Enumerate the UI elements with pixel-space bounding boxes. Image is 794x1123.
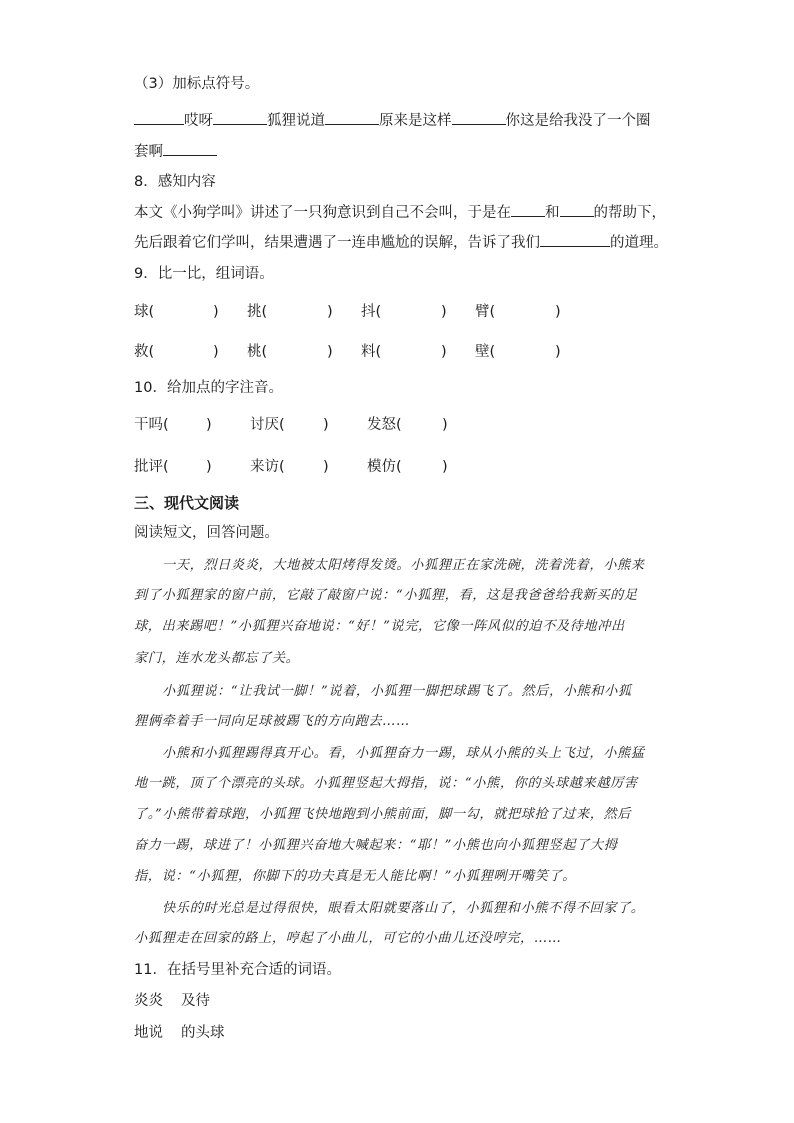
q8-text: 的帮助下，	[593, 205, 666, 221]
q9-close: )	[555, 344, 561, 360]
passage-line: 快乐的时光总是过得很快，眼看太阳就要落山了，小狐狸和小熊不得不回家了。	[162, 901, 645, 916]
q7-3-segment: 哎呀	[184, 113, 213, 129]
q7-3-segment: 原来是这样	[379, 113, 452, 129]
q7-3-segment: 套啊	[134, 144, 163, 160]
q9-heading: 9．比一比，组词语。	[134, 266, 274, 282]
answer-blank[interactable]	[511, 202, 545, 217]
q7-3-punctuation-line2	[134, 141, 217, 162]
answer-blank[interactable]	[325, 110, 379, 125]
passage-line: 小熊和小狐狸踢得真开心。看，小狐狸奋力一踢，球从小熊的头上飞过，小熊猛	[162, 746, 645, 761]
section-heading: 三、现代文阅读	[134, 494, 240, 512]
answer-blank[interactable]	[163, 141, 217, 156]
q9-close: )	[213, 304, 219, 320]
passage-line: 小狐狸说：“让我试一脚！”说着，小狐狸一脚把球踢飞了。然后，小熊和小狐	[162, 684, 632, 699]
q10-close: )	[442, 459, 448, 475]
q9-item: 料(	[361, 344, 382, 360]
q10-close: )	[323, 459, 329, 475]
q8-heading: 8．感知内容	[134, 174, 216, 190]
q10-close: )	[442, 417, 448, 433]
passage-line: 到了小狐狸家的窗户前，它敲了敲窗户说：“小狐狸，看，这是我爸爸给我新买的足	[134, 588, 638, 603]
q9-item: 球(	[134, 304, 155, 320]
q9-item: 救(	[134, 344, 155, 360]
q11-item: 及待	[181, 993, 210, 1009]
q7-3-segment: 你这是给我没了一个圈	[505, 113, 651, 129]
passage-line: 狸俩牵着手一同向足球被踢飞的方向跑去……	[134, 714, 410, 729]
q9-close: )	[327, 304, 333, 320]
passage-line: 球，出来踢吧！”小狐狸兴奋地说：“好！”说完，它像一阵风似的迫不及待地冲出	[134, 619, 625, 634]
passage-line: 家门，连水龙头都忘了关。	[134, 651, 300, 666]
q9-item: 桃(	[247, 344, 268, 360]
q10-item: 模仿(	[367, 459, 402, 475]
q11-item: 的头球	[181, 1025, 225, 1041]
answer-blank[interactable]	[560, 202, 594, 217]
q7-3-segment: 狐狸说道	[267, 113, 325, 129]
q10-item: 发怒(	[367, 417, 402, 433]
section-intro: 阅读短文，回答问题。	[134, 525, 279, 541]
passage-line: 指，说：“小狐狸，你脚下的功夫真是无人能比啊！”小狐狸咧开嘴笑了。	[134, 869, 577, 884]
q10-item: 干吗(	[134, 417, 169, 433]
q8-text: 的道理。	[610, 235, 668, 251]
q10-close: )	[206, 417, 212, 433]
q9-item: 臂(	[475, 304, 496, 320]
passage-line: 奋力一踢，球进了！小狐狸兴奋地大喊起来：“耶！”小熊也向小狐狸竖起了大拇	[134, 838, 618, 853]
q9-item: 壁(	[475, 344, 496, 360]
q10-item: 来访(	[250, 459, 285, 475]
q9-close: )	[441, 344, 447, 360]
q9-item: 挑(	[247, 304, 268, 320]
answer-blank[interactable]	[134, 110, 184, 125]
q11-heading: 11．在括号里补充合适的词语。	[134, 962, 341, 978]
answer-blank[interactable]	[540, 232, 610, 247]
q11-item: 地说	[134, 1025, 163, 1041]
q9-item: 抖(	[361, 304, 382, 320]
q8-text: 先后跟着它们学叫，结果遭遇了一连串尴尬的误解，告诉了我们	[134, 235, 540, 251]
q7-3-heading: （3）加标点符号。	[134, 76, 260, 92]
q8-line1	[134, 202, 666, 223]
q11-item: 炎炎	[134, 993, 163, 1009]
q10-heading: 10．给加点的字注音。	[134, 380, 283, 396]
passage-line: 地一跳，顶了个漂亮的头球。小狐狸竖起大拇指，说：“小熊，你的头球越来越厉害	[134, 776, 638, 791]
q8-line2	[134, 232, 668, 253]
passage-line: 一天，烈日炎炎，大地被太阳烤得发烫。小狐狸正在家洗碗，洗着洗着，小熊来	[162, 558, 645, 573]
answer-blank[interactable]	[213, 110, 267, 125]
q9-close: )	[441, 304, 447, 320]
q10-item: 讨厌(	[250, 417, 285, 433]
q8-text: 本文《小狗学叫》讲述了一只狗意识到自己不会叫，于是在	[134, 205, 511, 221]
q10-close: )	[323, 417, 329, 433]
q9-close: )	[555, 304, 561, 320]
passage-line: 小狐狸走在回家的路上，哼起了小曲儿，可它的小曲儿还没哼完，……	[134, 931, 562, 946]
q9-close: )	[213, 344, 219, 360]
q10-close: )	[206, 459, 212, 475]
passage-line: 了。”小熊带着球跑，小狐狸飞快地跑到小熊前面，脚一勾，就把球抢了过来，然后	[134, 807, 632, 822]
q10-item: 批评(	[134, 459, 169, 475]
q7-3-punctuation-line	[134, 110, 651, 131]
answer-blank[interactable]	[452, 110, 506, 125]
q9-close: )	[327, 344, 333, 360]
q8-text: 和	[545, 205, 560, 221]
